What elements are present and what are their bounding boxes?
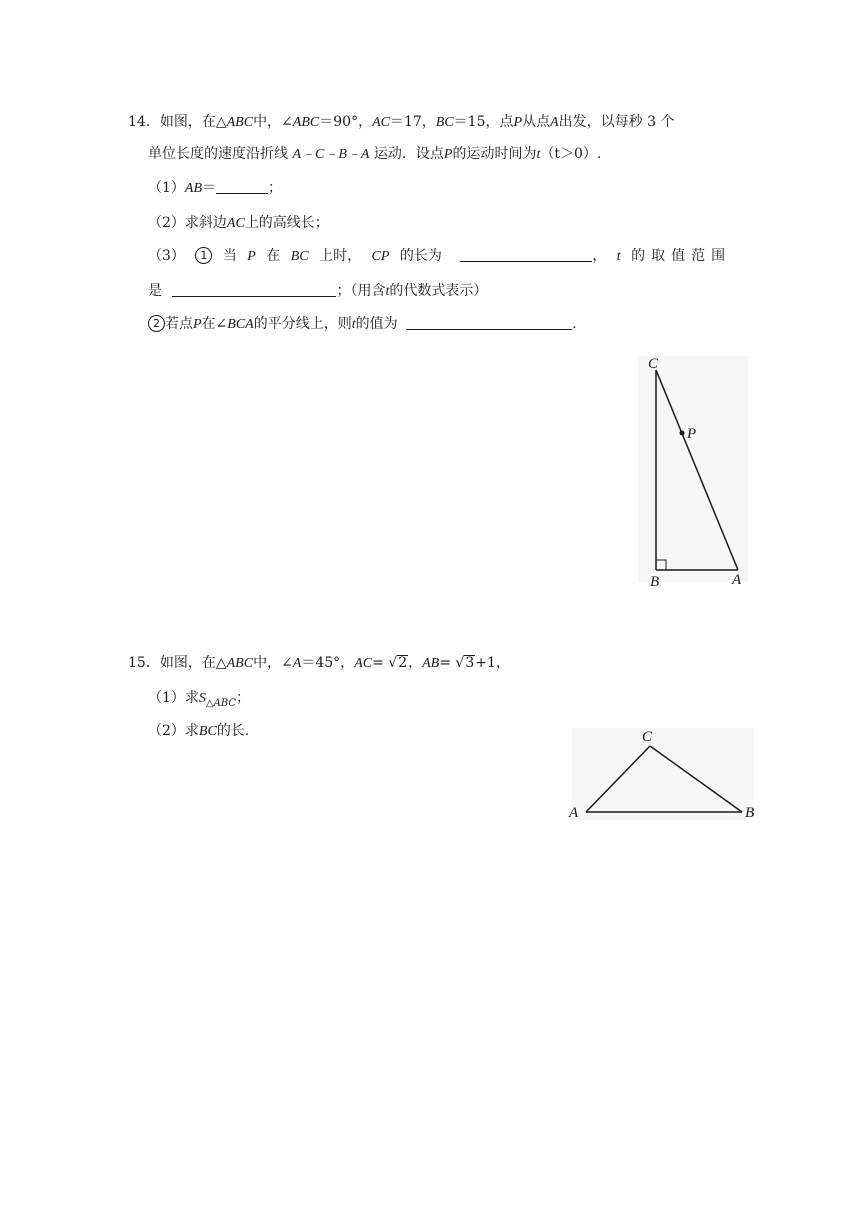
figure-background (572, 728, 754, 820)
sqrt-3: √3 (455, 655, 475, 671)
q14-part1: （1）AB＝ ； (148, 180, 283, 196)
q14-part3-line2: 是 ；（用含t的代数式表示） (148, 283, 488, 299)
q14-stem-line1: 14．如图，在△ABC中，∠ABC＝90°，AC＝17，BC＝15，点P从点A出发，以每秒 3 个 (128, 114, 675, 130)
answer-blank-cp[interactable] (460, 247, 592, 262)
q14-number: 14． (128, 114, 160, 130)
label-c: C (642, 729, 653, 745)
sqrt-2: √2 (388, 655, 408, 671)
circled-number-2: 2 (148, 315, 165, 332)
q14-stem-line2: 单位长度的速度沿折线 A﹣C﹣B﹣A 运动．设点P的运动时间为t（t＞0）. (148, 146, 602, 162)
point-p-dot (680, 431, 685, 436)
q14-triangle-figure (632, 352, 772, 592)
label-b: B (745, 805, 755, 821)
q15-stem: 15．如图，在△ABC中，∠A＝45°，AC= √2，AB= √3+1， (128, 655, 510, 671)
q15-part1: （1）求$S_{\triangle ABC}$； (148, 690, 251, 709)
q15-part2: （2）求BC的长. (148, 723, 250, 739)
q14-part3-line3: 2 若点P在∠BCA的平分线上，则t的值为 . (148, 314, 577, 335)
q15-number: 15． (128, 655, 160, 671)
answer-blank-ab[interactable] (216, 179, 268, 194)
q15-triangle-figure (566, 726, 766, 826)
q14-part3-line1: （3） 1 当 P 在 BC 上时， CP 的长为 ， t 的取值范围 (148, 248, 732, 264)
label-p: P (687, 426, 697, 442)
circled-number-1: 1 (195, 247, 212, 264)
label-b: B (650, 574, 660, 590)
q14-part2: （2）求斜边AC上的高线长； (148, 215, 329, 231)
label-a: A (732, 572, 742, 588)
figure-background (638, 356, 748, 582)
label-a: A (569, 805, 579, 821)
answer-blank-t-value[interactable] (406, 315, 572, 330)
answer-blank-t-range[interactable] (172, 282, 336, 297)
label-c: C (648, 356, 659, 372)
